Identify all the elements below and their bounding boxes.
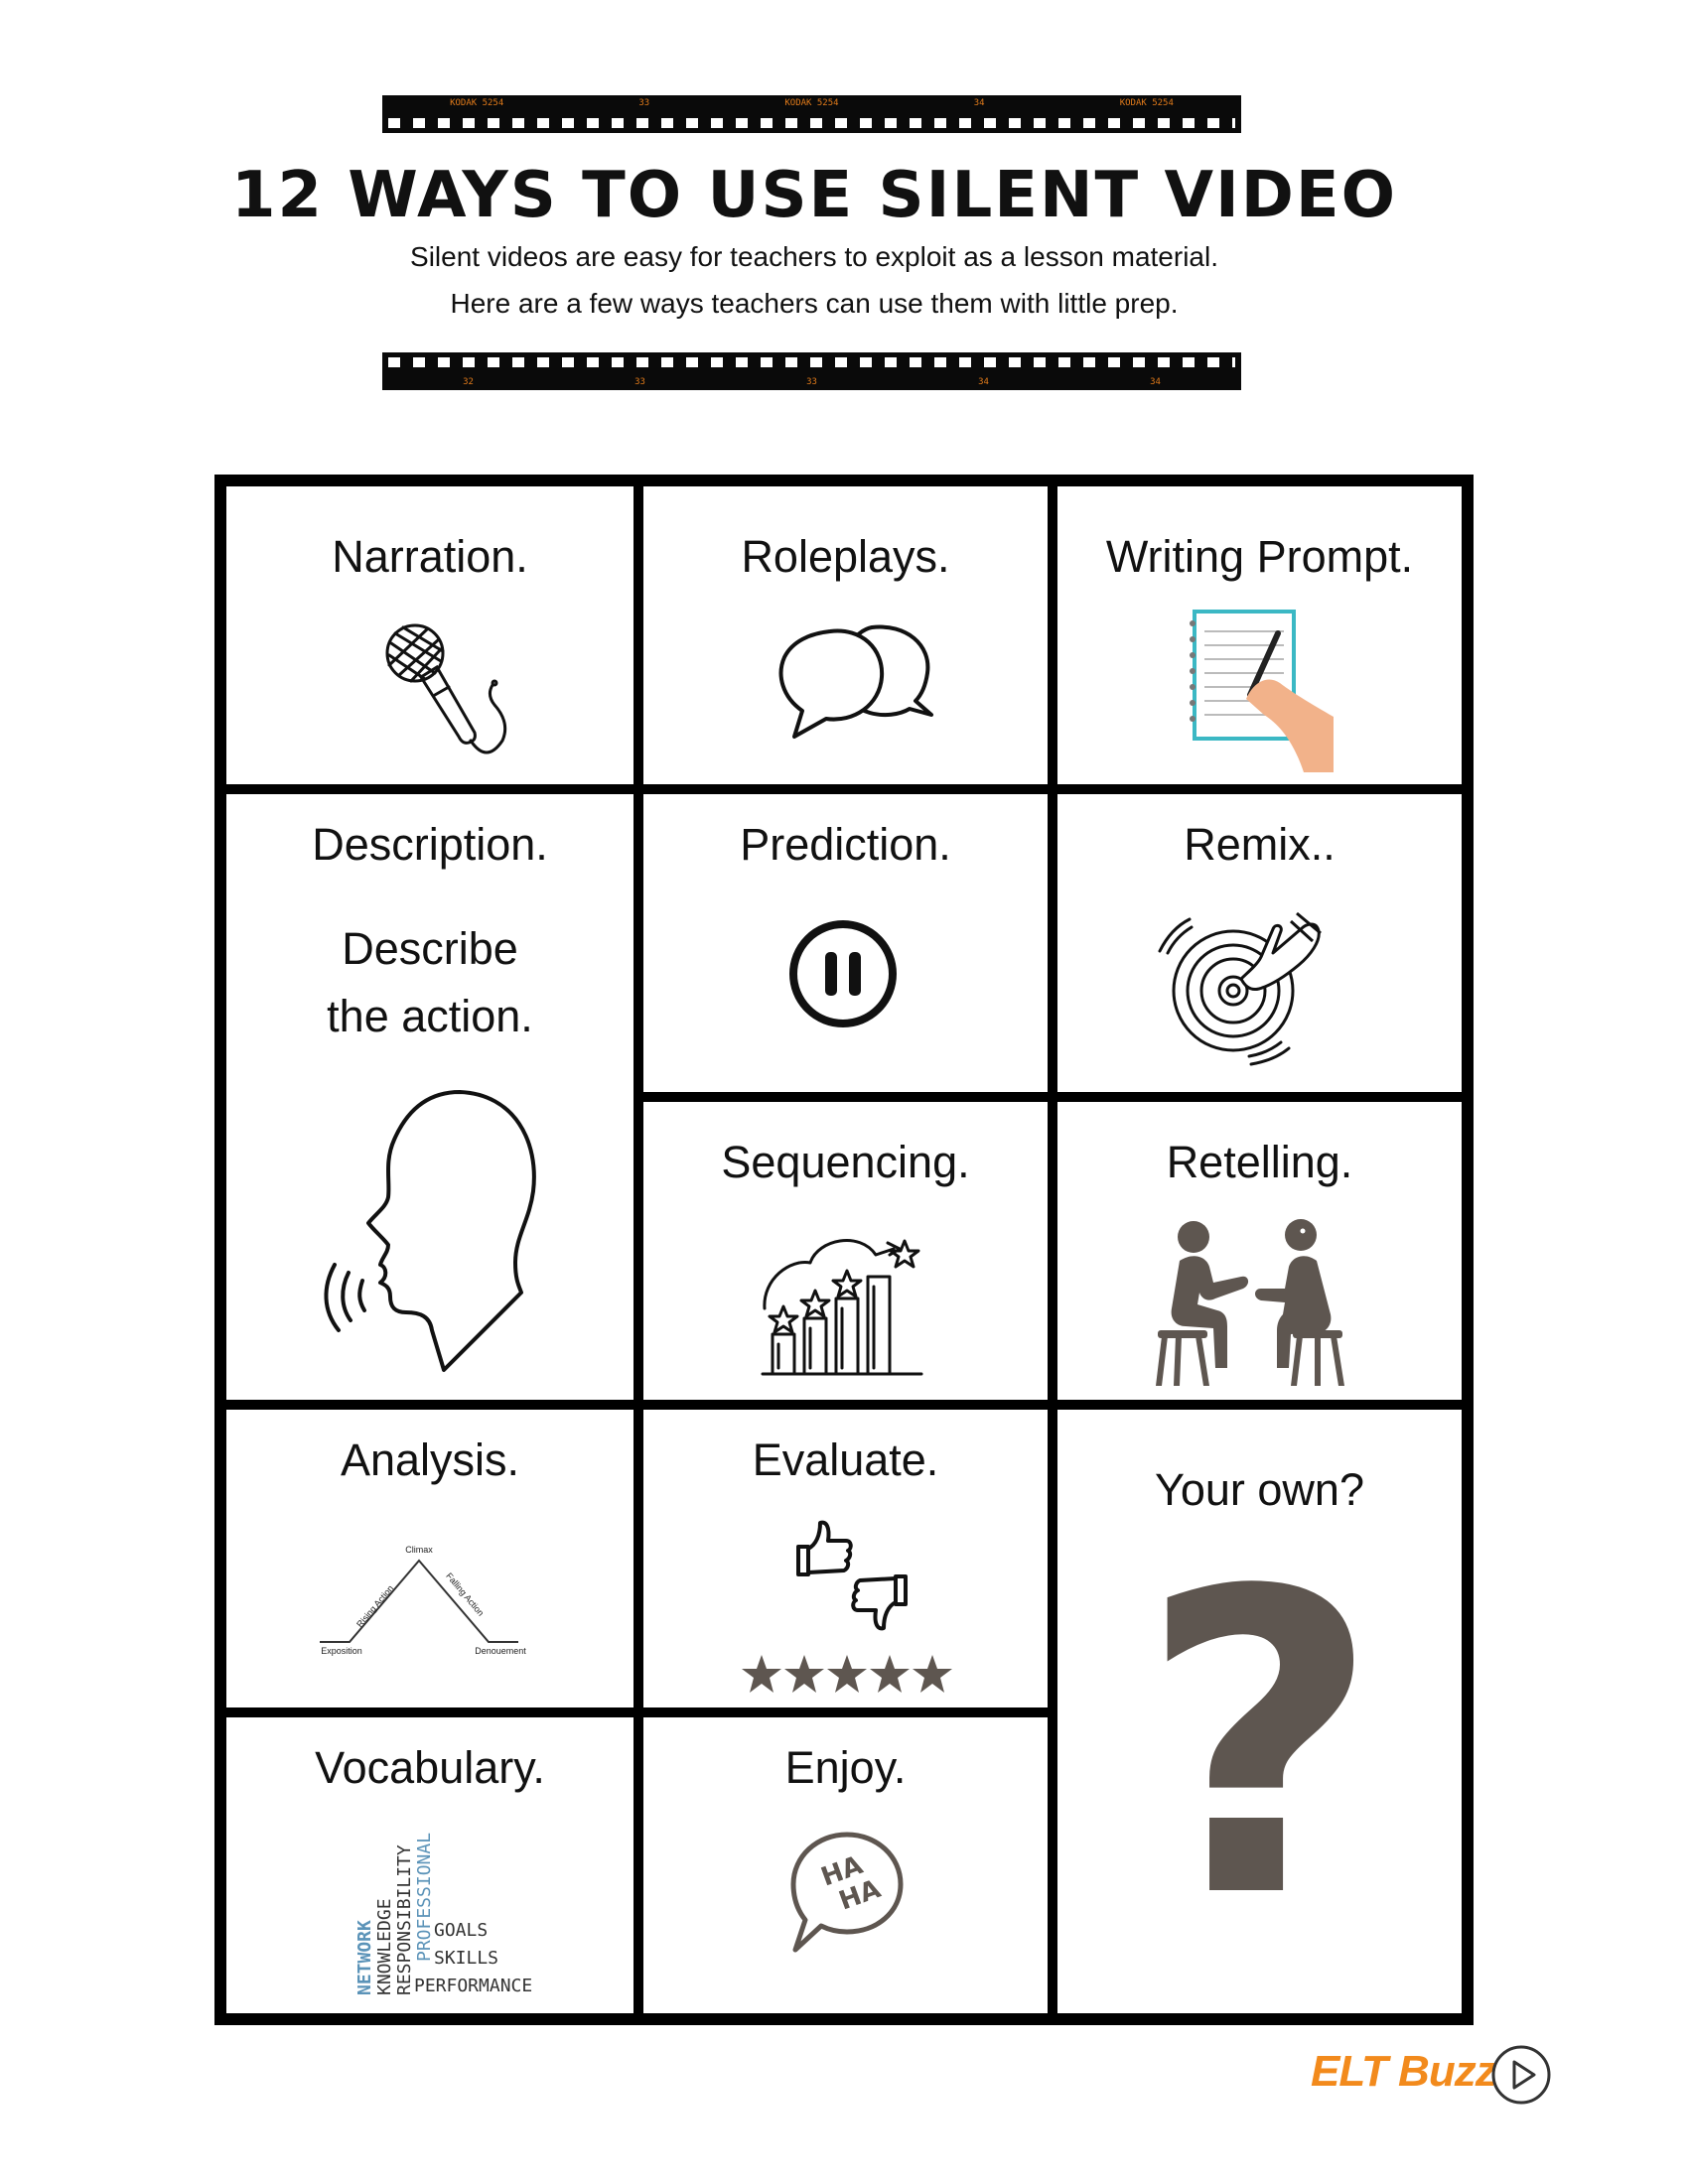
page-title: 12 WAYS TO USE SILENT VIDEO [230,159,1398,232]
microphone-icon [375,615,524,764]
rising-stars-chart-icon [761,1219,929,1378]
speaking-head-icon [311,1082,549,1370]
diagram-label-climax: Climax [405,1545,433,1555]
cell-evaluate [643,1410,1048,1707]
film-number: 33 [806,377,817,387]
vocab-word: PERFORMANCE [414,1976,533,1996]
film-perforations [388,357,1235,367]
cell-narration [226,486,633,784]
word-cloud-icon [351,1817,533,2005]
vocab-word: SKILLS [434,1948,499,1969]
film-number: 32 [463,377,474,387]
cell-label: Remix.. [1184,819,1336,870]
cell-your-own [1057,1410,1462,2013]
cell-remix [1057,794,1462,1092]
bubble-text: HA [817,1850,867,1893]
vocab-word: PROFESSIONAL [414,1832,435,1962]
film-number: 34 [1150,377,1161,387]
rating-star [784,1655,824,1693]
film-strip-top [382,95,1241,133]
vocab-word: KNOWLEDGE [374,1898,395,1995]
activity-grid [214,475,1474,2025]
rating-star [742,1655,781,1693]
film-number: 34 [973,98,985,108]
film-number: KODAK 5254 [450,98,504,108]
cell-sequencing [643,1102,1048,1400]
rating-star [827,1655,867,1693]
film-numbers [382,98,1241,108]
diagram-label-exposition: Exposition [321,1646,362,1656]
cell-description [226,794,633,1400]
film-number: KODAK 5254 [1119,98,1174,108]
cell-label: Evaluate. [752,1434,939,1485]
five-star-rating [741,1653,953,1699]
cell-label: Enjoy. [784,1742,907,1793]
plot-structure-diagram [316,1539,544,1668]
cell-label: Vocabulary. [315,1742,545,1793]
diagram-label-falling-action: Falling Action [444,1570,487,1618]
rating-star [913,1655,952,1693]
film-strip-bottom [382,352,1241,390]
cell-label: Prediction. [740,819,951,870]
description-line-1: Describe [342,923,518,974]
question-mark-icon: ? [1138,1504,1381,1989]
description-line-2: the action. [327,991,533,1041]
rating-star [870,1655,910,1693]
dj-turntable-icon [1162,893,1331,1062]
film-number: 33 [634,377,645,387]
writing-notebook-icon [1185,604,1343,772]
film-number: KODAK 5254 [784,98,839,108]
subtitle-line-2: Here are a few ways teachers can use them with little prep. [450,288,1179,319]
cell-writing-prompt [1057,486,1462,784]
vocab-word: GOALS [434,1920,489,1941]
pause-icon [787,918,899,1029]
cell-label: Writing Prompt. [1105,531,1414,582]
cell-prediction [643,794,1048,1092]
play-icon[interactable] [1489,2043,1553,2107]
cell-label: Narration. [332,531,528,582]
laughing-speech-bubble-icon [787,1829,907,1958]
brand-logo: ELT Buzz [1311,2047,1496,2096]
diagram-label-denouement: Denouement [475,1646,526,1656]
cell-label: Sequencing. [721,1137,970,1187]
diagram-label-rising-action: Rising Action [354,1582,396,1630]
vocab-word: NETWORK [354,1920,375,1995]
cell-label: Analysis. [340,1434,520,1485]
cell-label: Roleplays. [741,531,950,582]
bubble-text: HA [835,1874,885,1917]
cell-label: Retelling. [1166,1137,1353,1187]
cell-roleplays [643,486,1048,784]
cell-enjoy [643,1717,1048,2013]
cell-label: Description. [312,819,548,870]
cell-analysis [226,1410,633,1707]
cell-vocabulary [226,1717,633,2013]
film-number: 33 [638,98,650,108]
film-perforations [388,118,1235,128]
two-people-talking-icon [1152,1219,1350,1388]
vocab-word: RESPONSIBILITY [394,1844,415,1995]
cell-label: Your own? [1154,1464,1364,1515]
cell-retelling [1057,1102,1462,1400]
film-number: 34 [978,377,989,387]
film-numbers [382,377,1241,387]
speech-bubbles-icon [773,615,941,745]
subtitle-line-1: Silent videos are easy for teachers to exploit as a lesson material. [410,241,1218,272]
thumbs-up-down-icon [792,1517,912,1636]
